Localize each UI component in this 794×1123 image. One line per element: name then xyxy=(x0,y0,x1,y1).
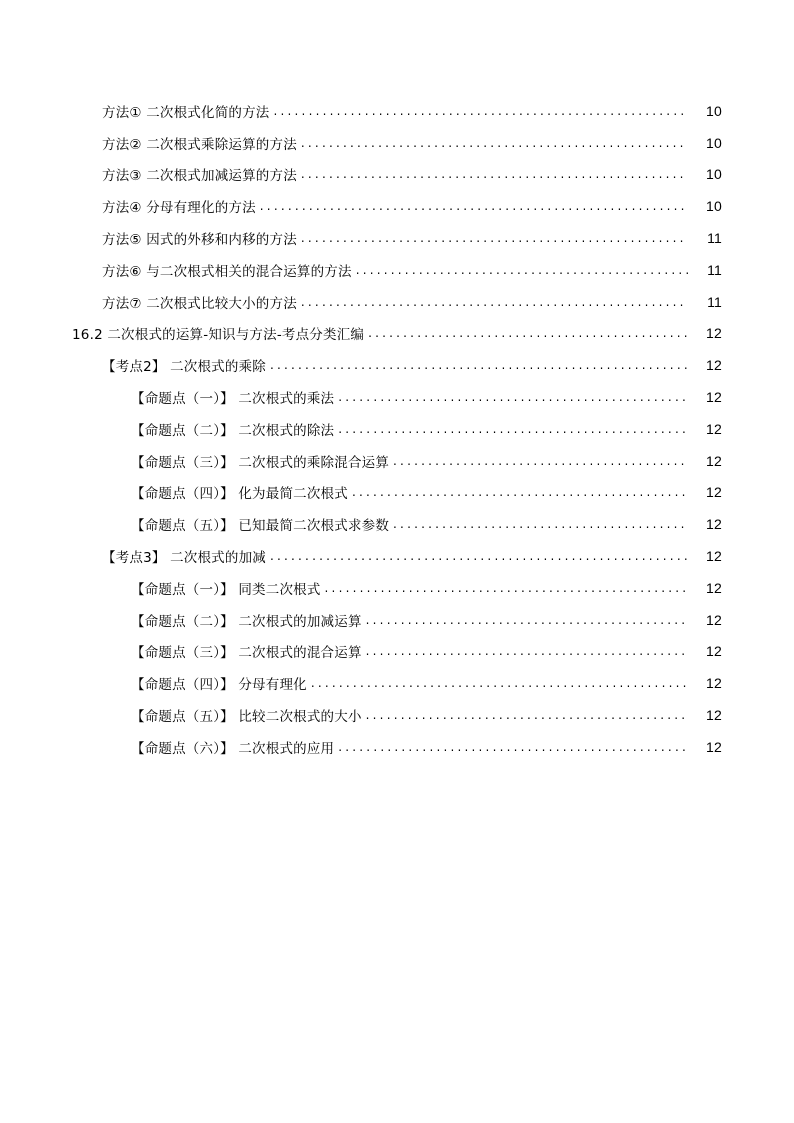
toc-entry[interactable] xyxy=(0,159,794,191)
toc-dot-leader xyxy=(301,168,688,180)
toc-dot-leader xyxy=(366,614,688,626)
toc-entry-page-number: 12 xyxy=(706,357,722,374)
toc-entry-page-number: 11 xyxy=(707,261,722,278)
toc-entry-title: 【命题点（一）】 二次根式的乘法 xyxy=(131,391,335,408)
toc-entry-page-number: 10 xyxy=(706,102,722,119)
toc-dot-leader xyxy=(270,550,688,562)
toc-dot-leader xyxy=(366,645,688,657)
toc-entry-page-number: 12 xyxy=(706,579,722,596)
toc-entry-title: 【命题点（四）】 化为最简二次根式 xyxy=(131,486,348,503)
toc-entry[interactable] xyxy=(0,95,794,127)
toc-entry[interactable] xyxy=(0,477,794,509)
toc-dot-leader xyxy=(338,741,688,753)
toc-entry-page-number: 11 xyxy=(707,293,722,310)
toc-entry-page-number: 12 xyxy=(706,420,722,437)
toc-entry-page-number: 10 xyxy=(706,134,722,151)
toc-entry-title: 【考点3】 二次根式的加减 xyxy=(102,550,266,567)
toc-dot-leader xyxy=(338,423,688,435)
toc-entry[interactable] xyxy=(0,222,794,254)
toc-dot-leader xyxy=(325,582,688,594)
toc-entry-title: 【命题点（五）】 比较二次根式的大小 xyxy=(131,709,362,726)
toc-entry[interactable] xyxy=(0,286,794,318)
toc-entry-title: 方法⑥ 与二次根式相关的混合运算的方法 xyxy=(102,263,352,280)
toc-dot-leader xyxy=(274,105,689,117)
toc-entry[interactable] xyxy=(0,508,794,540)
toc-dot-leader xyxy=(356,264,688,276)
toc-entry[interactable] xyxy=(0,127,794,159)
toc-entry-title: 方法③ 二次根式加减运算的方法 xyxy=(102,168,297,185)
toc-entry[interactable] xyxy=(0,604,794,636)
toc-dot-leader xyxy=(260,200,688,212)
toc-entry-title: 方法⑦ 二次根式比较大小的方法 xyxy=(102,295,297,312)
toc-dot-leader xyxy=(368,327,688,339)
toc-entry[interactable] xyxy=(0,540,794,572)
toc-entry[interactable] xyxy=(0,572,794,604)
toc-entry[interactable] xyxy=(0,190,794,222)
toc-entry[interactable] xyxy=(0,318,794,350)
toc-dot-leader xyxy=(393,518,688,530)
toc-entry-title: 【命题点（二）】 二次根式的加减运算 xyxy=(131,613,362,630)
toc-entry-title: 16.2 二次根式的运算-知识与方法-考点分类汇编 xyxy=(72,327,365,344)
toc-entry[interactable] xyxy=(0,667,794,699)
toc-entry-page-number: 12 xyxy=(706,325,722,342)
toc-dot-leader xyxy=(352,486,688,498)
toc-entry-title: 【命题点（五）】 已知最简二次根式求参数 xyxy=(131,518,390,535)
toc-dot-leader xyxy=(338,391,688,403)
toc-entry[interactable] xyxy=(0,413,794,445)
toc-entry-title: 【命题点（二）】 二次根式的除法 xyxy=(131,422,335,439)
toc-dot-leader xyxy=(311,677,688,689)
toc-entry-title: 方法① 二次根式化简的方法 xyxy=(102,104,270,121)
toc-entry[interactable] xyxy=(0,349,794,381)
toc-dot-leader xyxy=(366,709,688,721)
toc-entry[interactable] xyxy=(0,636,794,668)
toc-entry-title: 方法② 二次根式乘除运算的方法 xyxy=(102,136,297,153)
toc-entry-title: 【考点2】 二次根式的乘除 xyxy=(102,359,266,376)
toc-dot-leader xyxy=(301,296,688,308)
toc-entry-title: 【命题点（三）】 二次根式的乘除混合运算 xyxy=(131,454,390,471)
toc-entry-page-number: 12 xyxy=(706,675,722,692)
toc-entry-page-number: 10 xyxy=(706,198,722,215)
toc-entry[interactable] xyxy=(0,731,794,763)
table-of-contents xyxy=(0,95,794,763)
toc-entry-page-number: 10 xyxy=(706,166,722,183)
toc-entry-page-number: 12 xyxy=(706,389,722,406)
toc-entry-page-number: 12 xyxy=(706,516,722,533)
toc-entry-page-number: 12 xyxy=(706,452,722,469)
toc-dot-leader xyxy=(393,455,688,467)
toc-entry-page-number: 12 xyxy=(706,738,722,755)
toc-entry-page-number: 12 xyxy=(706,643,722,660)
toc-entry[interactable] xyxy=(0,254,794,286)
toc-entry[interactable] xyxy=(0,699,794,731)
toc-entry-page-number: 12 xyxy=(706,548,722,565)
toc-dot-leader xyxy=(270,359,688,371)
toc-dot-leader xyxy=(301,232,688,244)
toc-entry-title: 方法④ 分母有理化的方法 xyxy=(102,200,256,217)
toc-dot-leader xyxy=(301,137,688,149)
toc-entry-page-number: 12 xyxy=(706,611,722,628)
toc-entry-page-number: 12 xyxy=(706,484,722,501)
toc-entry-title: 【命题点（六）】 二次根式的应用 xyxy=(131,740,335,757)
toc-entry-page-number: 11 xyxy=(707,230,722,247)
toc-entry-title: 【命题点（三）】 二次根式的混合运算 xyxy=(131,645,362,662)
toc-entry-title: 【命题点（一）】 同类二次根式 xyxy=(131,581,321,598)
toc-entry-title: 【命题点（四）】 分母有理化 xyxy=(131,677,307,694)
toc-entry[interactable] xyxy=(0,381,794,413)
toc-entry-page-number: 12 xyxy=(706,707,722,724)
toc-entry[interactable] xyxy=(0,445,794,477)
toc-entry-title: 方法⑤ 因式的外移和内移的方法 xyxy=(102,232,297,249)
